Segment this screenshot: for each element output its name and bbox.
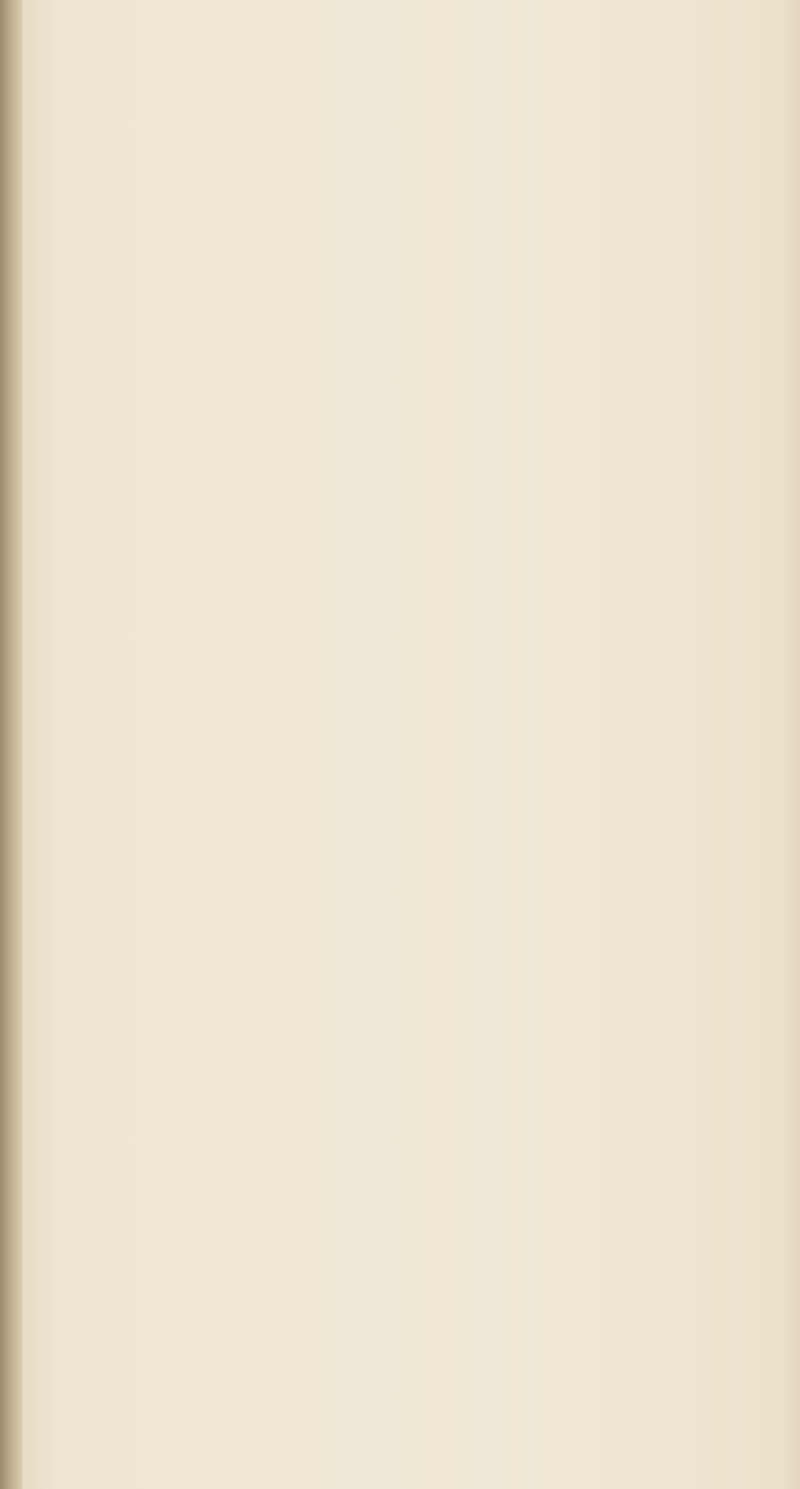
top-fleuron-band bbox=[80, 168, 700, 234]
middle-fleuron-band bbox=[45, 798, 693, 868]
page-spine-shadow bbox=[0, 0, 22, 1489]
